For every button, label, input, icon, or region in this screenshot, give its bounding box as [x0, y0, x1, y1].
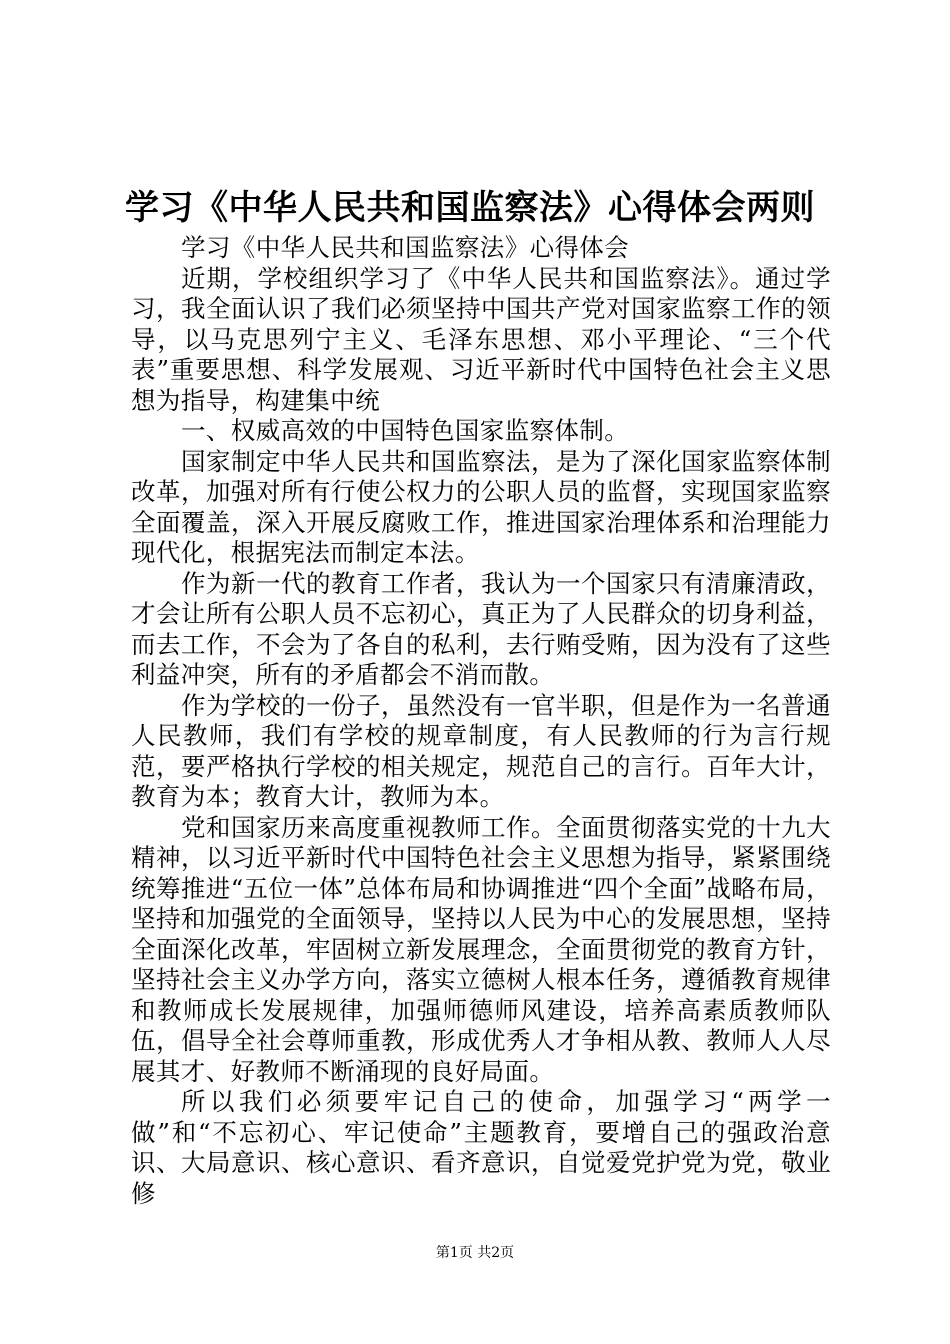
page-number-footer: 第1页 共2页 [435, 1245, 515, 1261]
document-body [131, 233, 831, 1209]
body-paragraph: 作为新一代的教育工作者，我认为一个国家只有清廉清政，才会让所有公职人员不忘初心，真正为了人民群众的切身利益，而去工作，不会为了各自的私利，去行贿受贿，因为没有了这些利益冲突，所有的矛盾都会不消而散。 [131, 568, 831, 689]
body-paragraph: 作为学校的一份子，虽然没有一官半职，但是作为一名普通人民教师，我们有学校的规章制度，有人民教师的行为言行规范，要严格执行学校的相关规定，规范自己的言行。百年大计，教育为本；教育大计，教师为本。 [131, 690, 831, 811]
body-paragraph: 所以我们必须要牢记自己的使命，加强学习“两学一做”和“不忘初心、牢记使命”主题教育，要增自己的强政治意识、大局意识、核心意识、看齐意识，自觉爱党护党为党，敬业修 [131, 1087, 831, 1208]
body-paragraph: 一、权威高效的中国特色国家监察体制。 [181, 416, 630, 445]
document-title: 学习《中华人民共和国监察法》心得体会两则 [125, 188, 815, 228]
body-paragraph: 国家制定中华人民共和国监察法，是为了深化国家监察体制改革，加强对所有行使公权力的公职人员的监督，实现国家监察全面覆盖，深入开展反腐败工作，推进国家治理体系和治理能力现代化，根据宪法而制定本法。 [131, 446, 831, 567]
body-paragraph: 党和国家历来高度重视教师工作。全面贯彻落实党的十九大精神，以习近平新时代中国特色社会主义思想为指导，紧紧围绕统筹推进“五位一体”总体布局和协调推进“四个全面”战略布局，坚持和加强党的全面领导，坚持以人民为中心的发展思想，坚持全面深化改革，牢固树立新发展理念，全面贯彻党的教育方针，坚持社会主义办学方向，落实立德树人根本任务，遵循教育规律和教师成长发展规律，加强师德师风建设，培养高素质教师队伍，倡导全社会尊师重教，形成优秀人才争相从教、教师人人尽展其才、好教师不断涌现的良好局面。 [131, 812, 831, 1086]
body-paragraph: 近期，学校组织学习了《中华人民共和国监察法》。通过学习，我全面认识了我们必须坚持中国共产党对国家监察工作的领导，以马克思列宁主义、毛泽东思想、邓小平理论、“三个代表”重要思想、科学发展观、习近平新时代中国特色社会主义思想为指导，构建集中统 [131, 263, 831, 415]
subtitle-paragraph: 学习《中华人民共和国监察法》心得体会 [181, 233, 630, 262]
